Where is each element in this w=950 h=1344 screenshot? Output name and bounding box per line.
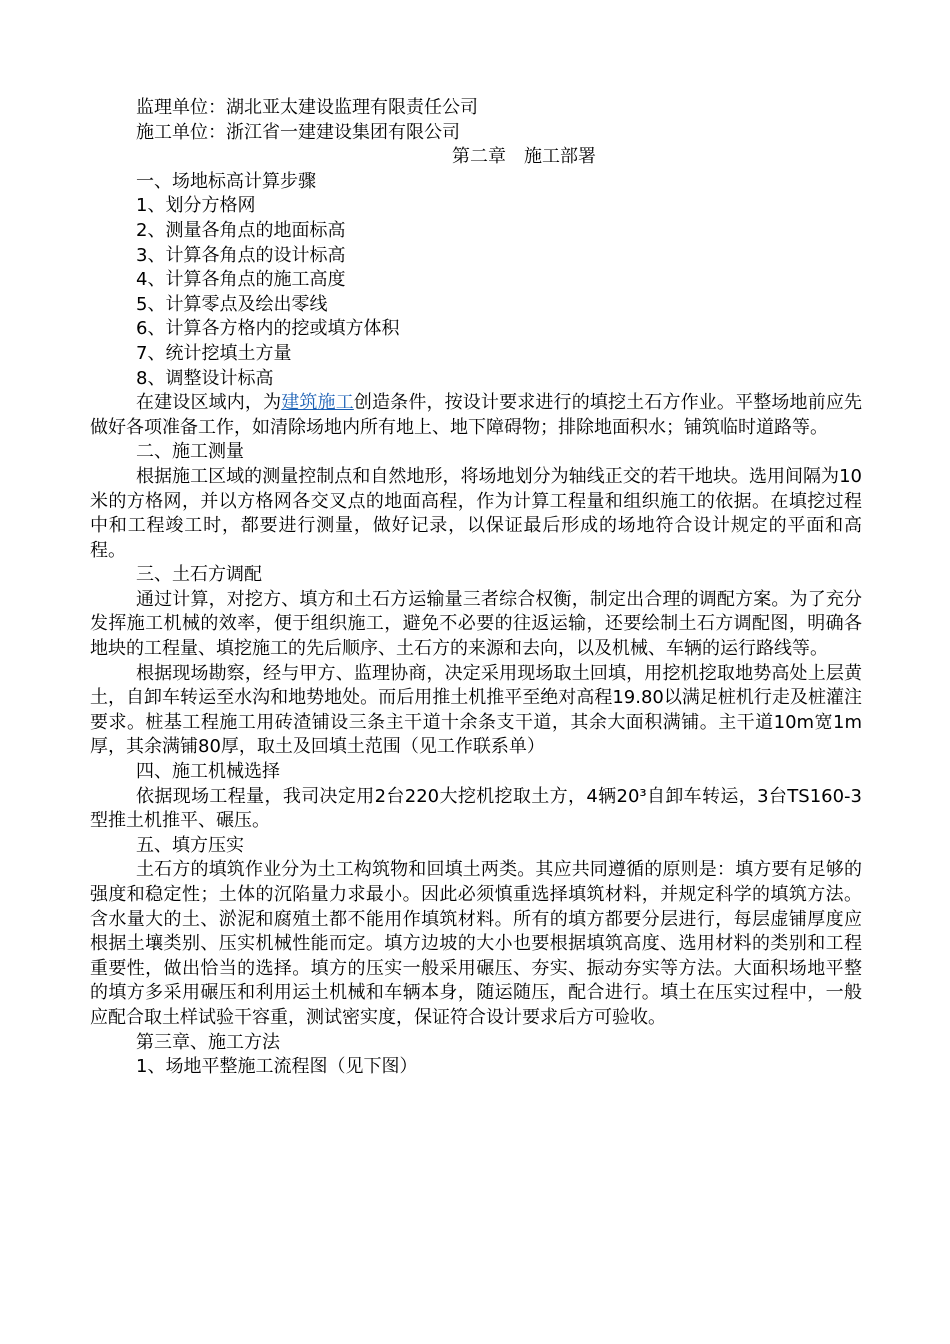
section5-title: 五、填方压实: [136, 834, 244, 856]
chapter3-title: 第三章、施工方法: [136, 1031, 280, 1053]
section1-paragraph: [90, 391, 862, 440]
step-item: 1、划分方格网: [136, 195, 256, 217]
section4-title: 四、施工机械选择: [136, 761, 280, 783]
section3-paragraph-1: 通过计算，对挖方、填方和土石方运输量三者综合权衡，制定出合理的调配方案。为了充分发挥施工机械的效率，便于组织施工，避免不必要的往返运输，还要绘制土石方调配图，明确各地块的工程量、填挖施工的先后顺序、土石方的来源和去向，以及机械、车辆的运行路线等。: [90, 588, 862, 660]
section5-paragraph: 土石方的填筑作业分为土工构筑物和回填土两类。其应共同遵循的原则是：填方要有足够的强度和稳定性；土体的沉陷量力求最小。因此必须慎重选择填筑材料，并规定科学的填筑方法。含水量大的土、淤泥和腐殖土都不能用作填筑材料。所有的填方都要分层进行，每层虚铺厚度应根据土壤类别、压实机械性能而定。填方边坡的大小也要根据填筑高度、选用材料的类别和工程重要性，做出恰当的选择。填方的压实一般采用碾压、夯实、振动夯实等方法。大面积场地平整的填方多采用碾压和利用运土机械和车辆本身，随运随压，配合进行。填土在压实过程中，一般应配合取土样试验干容重，测试密实度，保证符合设计要求后方可验收。: [90, 859, 862, 1028]
document-page: [90, 96, 862, 1080]
step-item: 2、测量各角点的地面标高: [136, 219, 346, 241]
contractor-line: 施工单位：浙江省一建建设集团有限公司: [136, 121, 460, 143]
step-item: 8、调整设计标高: [136, 367, 274, 389]
paragraph-text: 创造条件，按设计要求进行的填挖土石方作业。平整场地前应先做好各项准备工作，如清除场地内所有地上、地下障碍物；排除地面积水；铺筑临时道路等。: [90, 392, 863, 438]
supervisor-line: 监理单位：湖北亚太建设监理有限责任公司: [136, 97, 478, 118]
step-item: 3、计算各角点的设计标高: [136, 244, 346, 266]
step-item: 5、计算零点及绘出零线: [136, 293, 328, 315]
paragraph-text: 在建设区域内，为: [136, 392, 282, 414]
step-item: 6、计算各方格内的挖或填方体积: [136, 318, 400, 340]
section2-paragraph: 根据施工区域的测量控制点和自然地形，将场地划分为轴线正交的若干地块。选用间隔为10米的方格网，并以方格网各交叉点的地面高程，作为计算工程量和组织施工的依据。在填挖过程中和工程竣工时，都要进行测量，做好记录，以保证最后形成的场地符合设计规定的平面和高程。: [90, 465, 862, 561]
section2-title: 二、施工测量: [136, 441, 244, 463]
construction-link[interactable]: 建筑施工: [281, 392, 354, 414]
chapter3-item-1: 1、场地平整施工流程图（见下图）: [136, 1056, 418, 1078]
section3-title: 三、土石方调配: [136, 564, 262, 586]
section3-paragraph-2: 根据现场勘察，经与甲方、监理协商，决定采用现场取土回填，用挖机挖取地势高处上层黄土，自卸车转运至水沟和地势地处。而后用推土机推平至绝对高程19.80以满足桩机行走及桩灌注要求。桩基工程施工用砖渣铺设三条主干道十余条支干道，其余大面积满铺。主干道10m宽1m厚，其余满铺80厚，取土及回填土范围（见工作联系单）: [90, 662, 862, 758]
chapter2-title: 第二章 施工部署: [452, 146, 596, 168]
step-item: 7、统计挖填土方量: [136, 342, 292, 364]
step-item: 4、计算各角点的施工高度: [136, 269, 346, 291]
section4-paragraph: 依据现场工程量，我司决定用2台220大挖机挖取土方，4辆20³自卸车转运，3台TS160-3型推土机推平、碾压。: [90, 785, 862, 832]
section1-title: 一、场地标高计算步骤: [136, 170, 316, 192]
